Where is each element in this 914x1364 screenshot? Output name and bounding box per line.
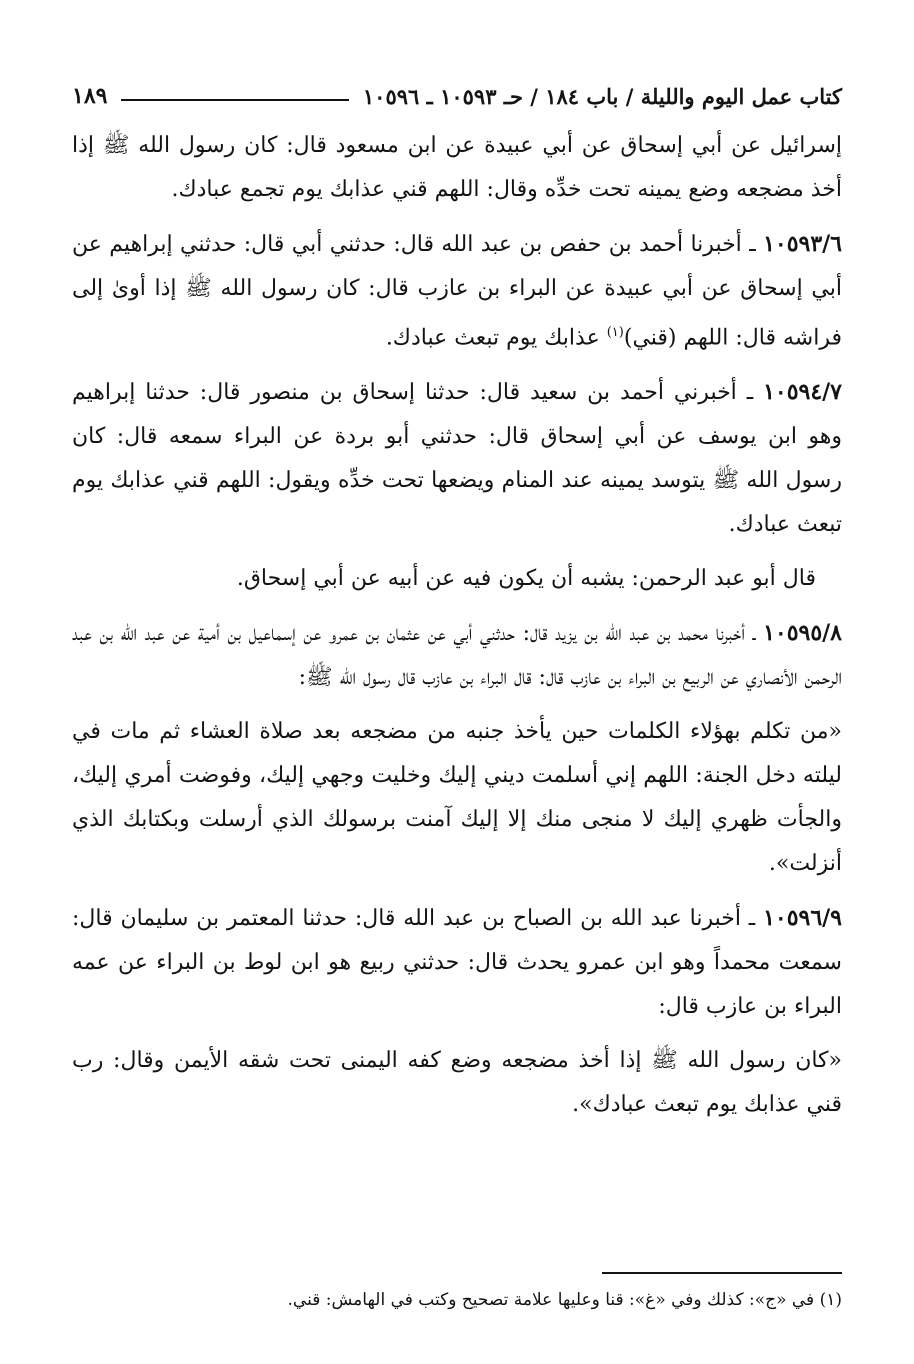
hadith-number: ١٠٥٩٥/٨ [763, 620, 842, 647]
comment-text: قال أبو عبد الرحمن: يشبه أن يكون فيه عن أبيه عن أبي إسحاق. [236, 566, 816, 592]
hadith-number: ١٠٥٩٦/٩ [763, 905, 842, 932]
footnote-marker: (١) [606, 325, 624, 340]
hadith-number: ١٠٥٩٣/٦ [763, 231, 842, 257]
hadith-quote [72, 710, 842, 886]
hadith-number: ١٠٥٩٤/٧ [763, 379, 842, 406]
book-page [72, 0, 842, 1364]
body-text [72, 124, 842, 1137]
header-rule [121, 99, 348, 101]
hadith-text: ـ أخبرني أحمد بن سعيد قال: حدثنا إسحاق بن منصور قال: حدثنا إبراهيم وهو ابن يوسف عن أبي إسحاق قال: حدثني أبو بردة عن البراء سمعه قال: كان رسول الله ﷺ يتوسد يمينه عند المنام ويضعها تحت خدِّه ويقول: اللهم قني عذابك يوم تبعث عبادك. [72, 380, 842, 538]
quote-text: «من تكلم بهؤلاء الكلمات حين يأخذ جنبه من مضجعه بعد صلاة العشاء ثم مات في ليلته دخل الجنة: اللهم إني أسلمت ديني إليك وخليت وجهي إليك، وفوضت أمري إليك، والجأت ظهري إليك لا منجى منك إلا إليك آمنت برسولك الذي أرسلت وبكتابك الذي أنزلت». [72, 719, 842, 877]
paragraph-text: إسرائيل عن أبي إسحاق عن أبي عبيدة عن ابن مسعود قال: كان رسول الله ﷺ إذا أخذ مضجعه وضع يمينه تحت خدِّه وقال: اللهم قني عذابك يوم تجمع عبادك. [72, 133, 842, 202]
hadith-quote [72, 1039, 842, 1127]
hadith-10596 [72, 896, 842, 1029]
footnote-rule [602, 1272, 842, 1274]
hadith-text: ـ أخبرنا عبد الله بن الصباح بن عبد الله قال: حدثنا المعتمر بن سليمان قال: سمعت محمداً وهو ابن عمرو يحدث قال: حدثني ربيع هو ابن لوط بن البراء عن عمه البراء بن عازب قال: [72, 906, 842, 1020]
header-title: كتاب عمل اليوم والليلة / باب ١٨٤ / حـ ١٠٥٩٣ ـ ١٠٥٩٦ [362, 83, 842, 109]
hadith-10593 [72, 222, 842, 360]
footnote: (١) في «ج»: كذلك وفي «غ»: قنا وعليها علامة تصحيح وكتب في الهامش: قني. [287, 1290, 842, 1310]
hadith-text: ـ أخبرنا أحمد بن حفص بن عبد الله قال: حدثني أبي قال: حدثني إبراهيم عن أبي إسحاق عن أبي عبيدة عن البراء بن عازب قال: كان رسول الله ﷺ إذا أوىٰ إلى فراشه قال: اللهم (قني) [72, 232, 842, 351]
running-head [72, 76, 842, 116]
hadith-10594 [72, 370, 842, 547]
paragraph-continuation [72, 124, 842, 212]
hadith-text: ـ أخبرنا محمد بن عبد الله بن يزيد قال: حدثني أبي عن عثمان بن عمرو عن إسماعيل بن أمية عن عبد الله بن عبد الرحمن الأنصاري عن الربيع بن البراء بن عازب قال: قال البراء بن عازب قال رسول الله ﷺ: [72, 621, 842, 691]
hadith-10595 [72, 611, 842, 700]
author-comment [72, 557, 842, 601]
page-number: ١٨٩ [72, 83, 108, 109]
hadith-text-end: عذابك يوم تبعث عبادك. [385, 325, 607, 351]
quote-text: «كان رسول الله ﷺ إذا أخذ مضجعه وضع كفه اليمنى تحت شقه الأيمن وقال: رب قني عذابك يوم تبعث عبادك». [72, 1048, 842, 1118]
